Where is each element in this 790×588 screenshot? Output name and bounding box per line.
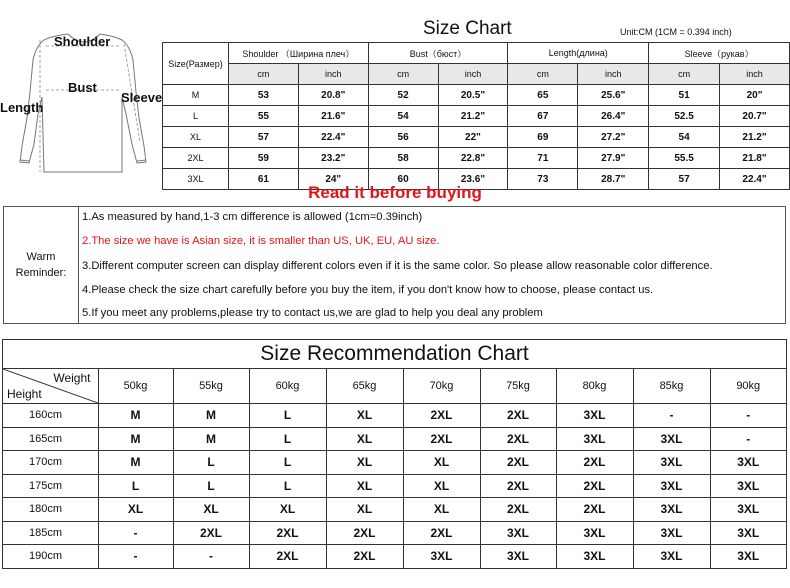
size-chart-table [162,42,790,190]
measurement-cell: 55.5 [649,148,720,169]
recommended-size-cell: 2XL [249,545,326,568]
unit-header: cm [508,64,578,85]
recommended-size-cell: 3XL [480,545,556,568]
recommendation-table [3,369,786,568]
measurement-cell: 73 [508,169,578,190]
recommended-size-cell: 3XL [633,474,710,498]
size-chart-unit-row [163,64,790,85]
measurement-cell: 54 [368,106,438,127]
size-label: 3XL [163,169,229,190]
sleeve-column-header: Sleeve（рукав） [649,43,790,64]
unit-header: inch [298,64,368,85]
warm-reminder-label-line2: Reminder: [15,267,67,279]
height-value: 160cm [3,404,98,428]
size-recommendation-chart [2,339,787,569]
reminder-note: 3.Different computer screen can display different colors even if it is the same color. So please allow reasonable color difference. [82,260,713,272]
recommended-size-cell: 2XL [480,498,556,522]
length-label: Length [0,100,44,115]
recommended-size-cell: 2XL [556,474,633,498]
recommended-size-cell: 2XL [173,521,249,545]
measurement-cell: 21.2" [438,106,508,127]
measurement-cell: 25.6" [578,85,649,106]
measurement-cell: 53 [228,85,298,106]
recommended-size-cell: XL [173,498,249,522]
weight-header: 75kg [480,369,556,404]
recommended-size-cell: M [98,427,173,451]
bust-label: Bust [68,80,97,95]
unit-header: cm [228,64,298,85]
measurement-cell: 52.5 [649,106,720,127]
recommended-size-cell: XL [326,404,403,428]
measurement-cell: 20" [720,85,790,106]
size-chart-row [163,106,790,127]
measurement-cell: 26.4" [578,106,649,127]
recommended-size-cell: 2XL [556,498,633,522]
measurement-cell: 22.4" [720,169,790,190]
height-value: 165cm [3,427,98,451]
warm-reminder-label-line1: Warm [26,251,56,263]
measurement-cell: 65 [508,85,578,106]
measurement-cell: 59 [228,148,298,169]
height-value: 170cm [3,451,98,475]
recommended-size-cell: - [173,545,249,568]
recommended-size-cell: 3XL [633,451,710,475]
recommended-size-cell: XL [403,498,480,522]
measurement-cell: 22.8" [438,148,508,169]
reminder-note-asian-size: 2.The size we have is Asian size, it is smaller than US, UK, EU, AU size. [82,235,440,247]
size-label: M [163,85,229,106]
recommended-size-cell: 3XL [556,427,633,451]
recommended-size-cell: 3XL [633,427,710,451]
recommendation-row [3,474,786,498]
weight-header: 50kg [98,369,173,404]
measurement-cell: 57 [649,169,720,190]
unit-note: Unit:CM (1CM = 0.394 inch) [620,27,732,37]
measurement-cell: 67 [508,106,578,127]
reminder-note: 4.Please check the size chart carefully before you buy the item, if you don't know how to choose, please contact us. [82,284,654,296]
weight-header: 70kg [403,369,480,404]
bust-column-header: Bust（бюст） [368,43,508,64]
height-label: Height [7,387,42,401]
recommended-size-cell: L [249,404,326,428]
recommended-size-cell: 3XL [633,521,710,545]
weight-header: 60kg [249,369,326,404]
recommended-size-cell: XL [249,498,326,522]
recommendation-row [3,521,786,545]
recommended-size-cell: 3XL [710,521,786,545]
recommended-size-cell: 3XL [556,545,633,568]
recommendation-row [3,451,786,475]
recommended-size-cell: XL [98,498,173,522]
height-value: 180cm [3,498,98,522]
measurement-cell: 55 [228,106,298,127]
length-column-header: Length(длина) [508,43,649,64]
measurement-cell: 21.2" [720,127,790,148]
measurement-cell: 21.6" [298,106,368,127]
height-value: 185cm [3,521,98,545]
recommended-size-cell: 2XL [403,521,480,545]
unit-header: inch [720,64,790,85]
recommended-size-cell: XL [326,451,403,475]
recommended-size-cell: L [173,474,249,498]
sleeve-label: Sleeve [121,90,163,105]
recommended-size-cell: 2XL [556,451,633,475]
recommended-size-cell: - [710,404,786,428]
read-before-buying-title: Read it before buying [308,183,482,202]
height-value: 190cm [3,545,98,568]
measurement-cell: 28.7" [578,169,649,190]
measurement-cell: 60 [368,169,438,190]
measurement-cell: 21.8" [720,148,790,169]
height-value: 175cm [3,474,98,498]
recommended-size-cell: - [633,404,710,428]
recommended-size-cell: 3XL [556,404,633,428]
recommended-size-cell: XL [326,427,403,451]
recommended-size-cell: 3XL [633,498,710,522]
recommended-size-cell: 3XL [710,545,786,568]
measurement-cell: 58 [368,148,438,169]
measurement-cell: 23.2" [298,148,368,169]
recommended-size-cell: L [98,474,173,498]
warm-reminder-label [4,207,79,323]
measurement-cell: 69 [508,127,578,148]
measurement-cell: 71 [508,148,578,169]
recommended-size-cell: 3XL [556,521,633,545]
recommended-size-cell: 2XL [249,521,326,545]
recommended-size-cell: XL [326,498,403,522]
unit-header: cm [649,64,720,85]
measurement-cell: 51 [649,85,720,106]
measurement-cell: 56 [368,127,438,148]
recommended-size-cell: - [98,545,173,568]
size-chart-row [163,148,790,169]
recommended-size-cell: L [249,474,326,498]
weight-header: 85kg [633,369,710,404]
recommended-size-cell: 3XL [710,474,786,498]
recommended-size-cell: M [173,404,249,428]
weight-header-row [3,369,786,404]
recommended-size-cell: 2XL [480,427,556,451]
recommended-size-cell: 3XL [403,545,480,568]
recommended-size-cell: 3XL [633,545,710,568]
size-label: 2XL [163,148,229,169]
measurement-cell: 22.4" [298,127,368,148]
recommendation-row [3,427,786,451]
recommended-size-cell: 2XL [326,545,403,568]
shoulder-column-header: Shoulder （Ширина плеч） [228,43,368,64]
recommended-size-cell: M [98,451,173,475]
recommended-size-cell: 3XL [710,498,786,522]
recommended-size-cell: - [710,427,786,451]
recommended-size-cell: XL [403,474,480,498]
size-label: L [163,106,229,127]
recommended-size-cell: M [173,427,249,451]
size-label: XL [163,127,229,148]
measurement-cell: 57 [228,127,298,148]
shoulder-label: Shoulder [54,34,111,49]
recommended-size-cell: XL [403,451,480,475]
measurement-cell: 24" [298,169,368,190]
recommended-size-cell: M [98,404,173,428]
size-chart-row [163,85,790,106]
recommended-size-cell: 2XL [480,474,556,498]
recommended-size-cell: 2XL [326,521,403,545]
recommendation-row [3,498,786,522]
measurement-cell: 61 [228,169,298,190]
recommended-size-cell: L [249,451,326,475]
size-column-header: Size(Размер) [163,43,229,85]
measurement-cell: 27.9" [578,148,649,169]
recommended-size-cell: L [173,451,249,475]
recommended-size-cell: 2XL [403,427,480,451]
measurement-cell: 20.8" [298,85,368,106]
measurement-cell: 20.5" [438,85,508,106]
garment-diagram [0,22,165,182]
measurement-cell: 20.7" [720,106,790,127]
measurement-cell: 52 [368,85,438,106]
measurement-cell: 22" [438,127,508,148]
recommended-size-cell: L [249,427,326,451]
size-chart-header-row [163,43,790,64]
recommendation-row [3,545,786,568]
reminder-note: 1.As measured by hand,1-3 cm difference is allowed (1cm=0.39inch) [82,211,423,223]
weight-label: Weight [53,371,91,385]
recommendation-title: Size Recommendation Chart [3,340,786,369]
weight-height-corner [3,369,98,404]
unit-header: cm [368,64,438,85]
recommended-size-cell: 2XL [480,404,556,428]
weight-header: 65kg [326,369,403,404]
weight-header: 90kg [710,369,786,404]
unit-header: inch [438,64,508,85]
recommended-size-cell: 2XL [403,404,480,428]
recommended-size-cell: 3XL [710,451,786,475]
measurement-cell: 54 [649,127,720,148]
recommended-size-cell: XL [326,474,403,498]
reminder-note: 5.If you meet any problems,please try to contact us,we are glad to help you deal any problem [82,307,543,319]
size-chart-title: Size Chart [423,18,512,39]
weight-header: 55kg [173,369,249,404]
measurement-cell: 23.6" [438,169,508,190]
recommendation-row [3,404,786,428]
recommended-size-cell: - [98,521,173,545]
weight-header: 80kg [556,369,633,404]
recommended-size-cell: 3XL [480,521,556,545]
recommended-size-cell: 2XL [480,451,556,475]
unit-header: inch [578,64,649,85]
size-chart-row [163,127,790,148]
warm-reminder-box [3,206,786,324]
measurement-cell: 27.2" [578,127,649,148]
